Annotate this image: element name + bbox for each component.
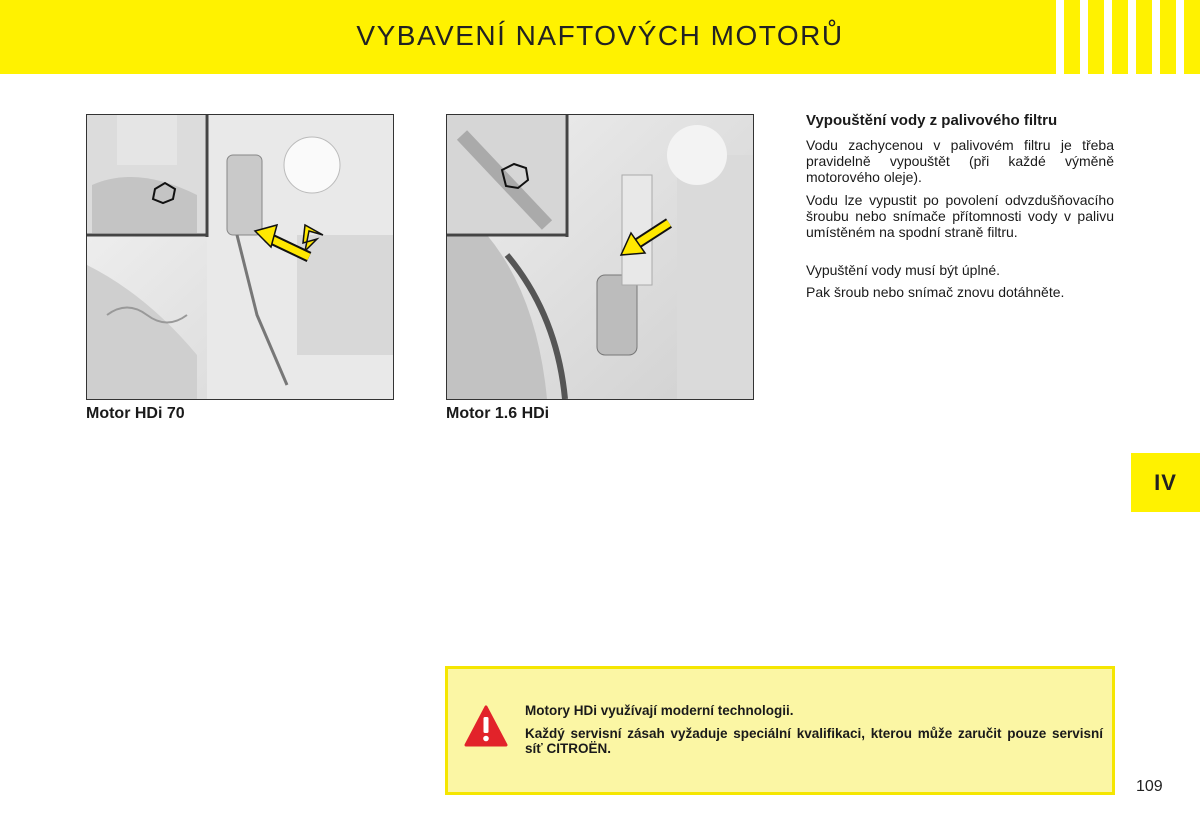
photo-caption-hdi70: Motor HDi 70 <box>86 405 185 422</box>
page-title: VYBAVENÍ NAFTOVÝCH MOTORŮ <box>356 20 844 51</box>
engine-photo-16hdi <box>446 114 754 400</box>
warning-triangle-icon <box>464 705 508 752</box>
section-paragraph-3: Vypuštění vody musí být úplné. <box>806 262 1001 278</box>
chapter-tab-label: IV <box>1154 469 1177 495</box>
warning-text <box>525 703 1103 764</box>
chapter-tab <box>1131 453 1200 512</box>
section-paragraph-4: Pak šroub nebo snímač znovu dotáhněte. <box>806 284 1065 300</box>
page-header <box>0 0 1200 74</box>
section-title: Vypouštění vody z palivového filtru <box>806 112 1058 129</box>
warning-line-1: Motory HDi využívají moderní technologii. <box>525 703 794 718</box>
header-stripes <box>1050 0 1200 74</box>
section-paragraph-2: Vodu lze vypustit po povolení odvzdušňovacího šroubu nebo snímače přítomnosti vody v palivu umístěném na spodní straně filtru. <box>806 192 1114 240</box>
section-paragraph-1: Vodu zachycenou v palivovém filtru je třeba pravidelně vypouštět (při každé výměně motorového oleje). <box>806 137 1114 185</box>
engine-photo-16hdi-illustration <box>447 115 753 399</box>
warning-box <box>445 666 1115 795</box>
photo-caption-16hdi: Motor 1.6 HDi <box>446 405 550 422</box>
engine-photo-hdi70-illustration <box>87 115 393 399</box>
engine-photo-hdi70 <box>86 114 394 400</box>
page-number: 109 <box>1136 778 1163 795</box>
warning-line-2: Každý servisní zásah vyžaduje speciální kvalifikaci, kterou může zaručit pouze servisní síť CITROËN. <box>525 726 1103 756</box>
